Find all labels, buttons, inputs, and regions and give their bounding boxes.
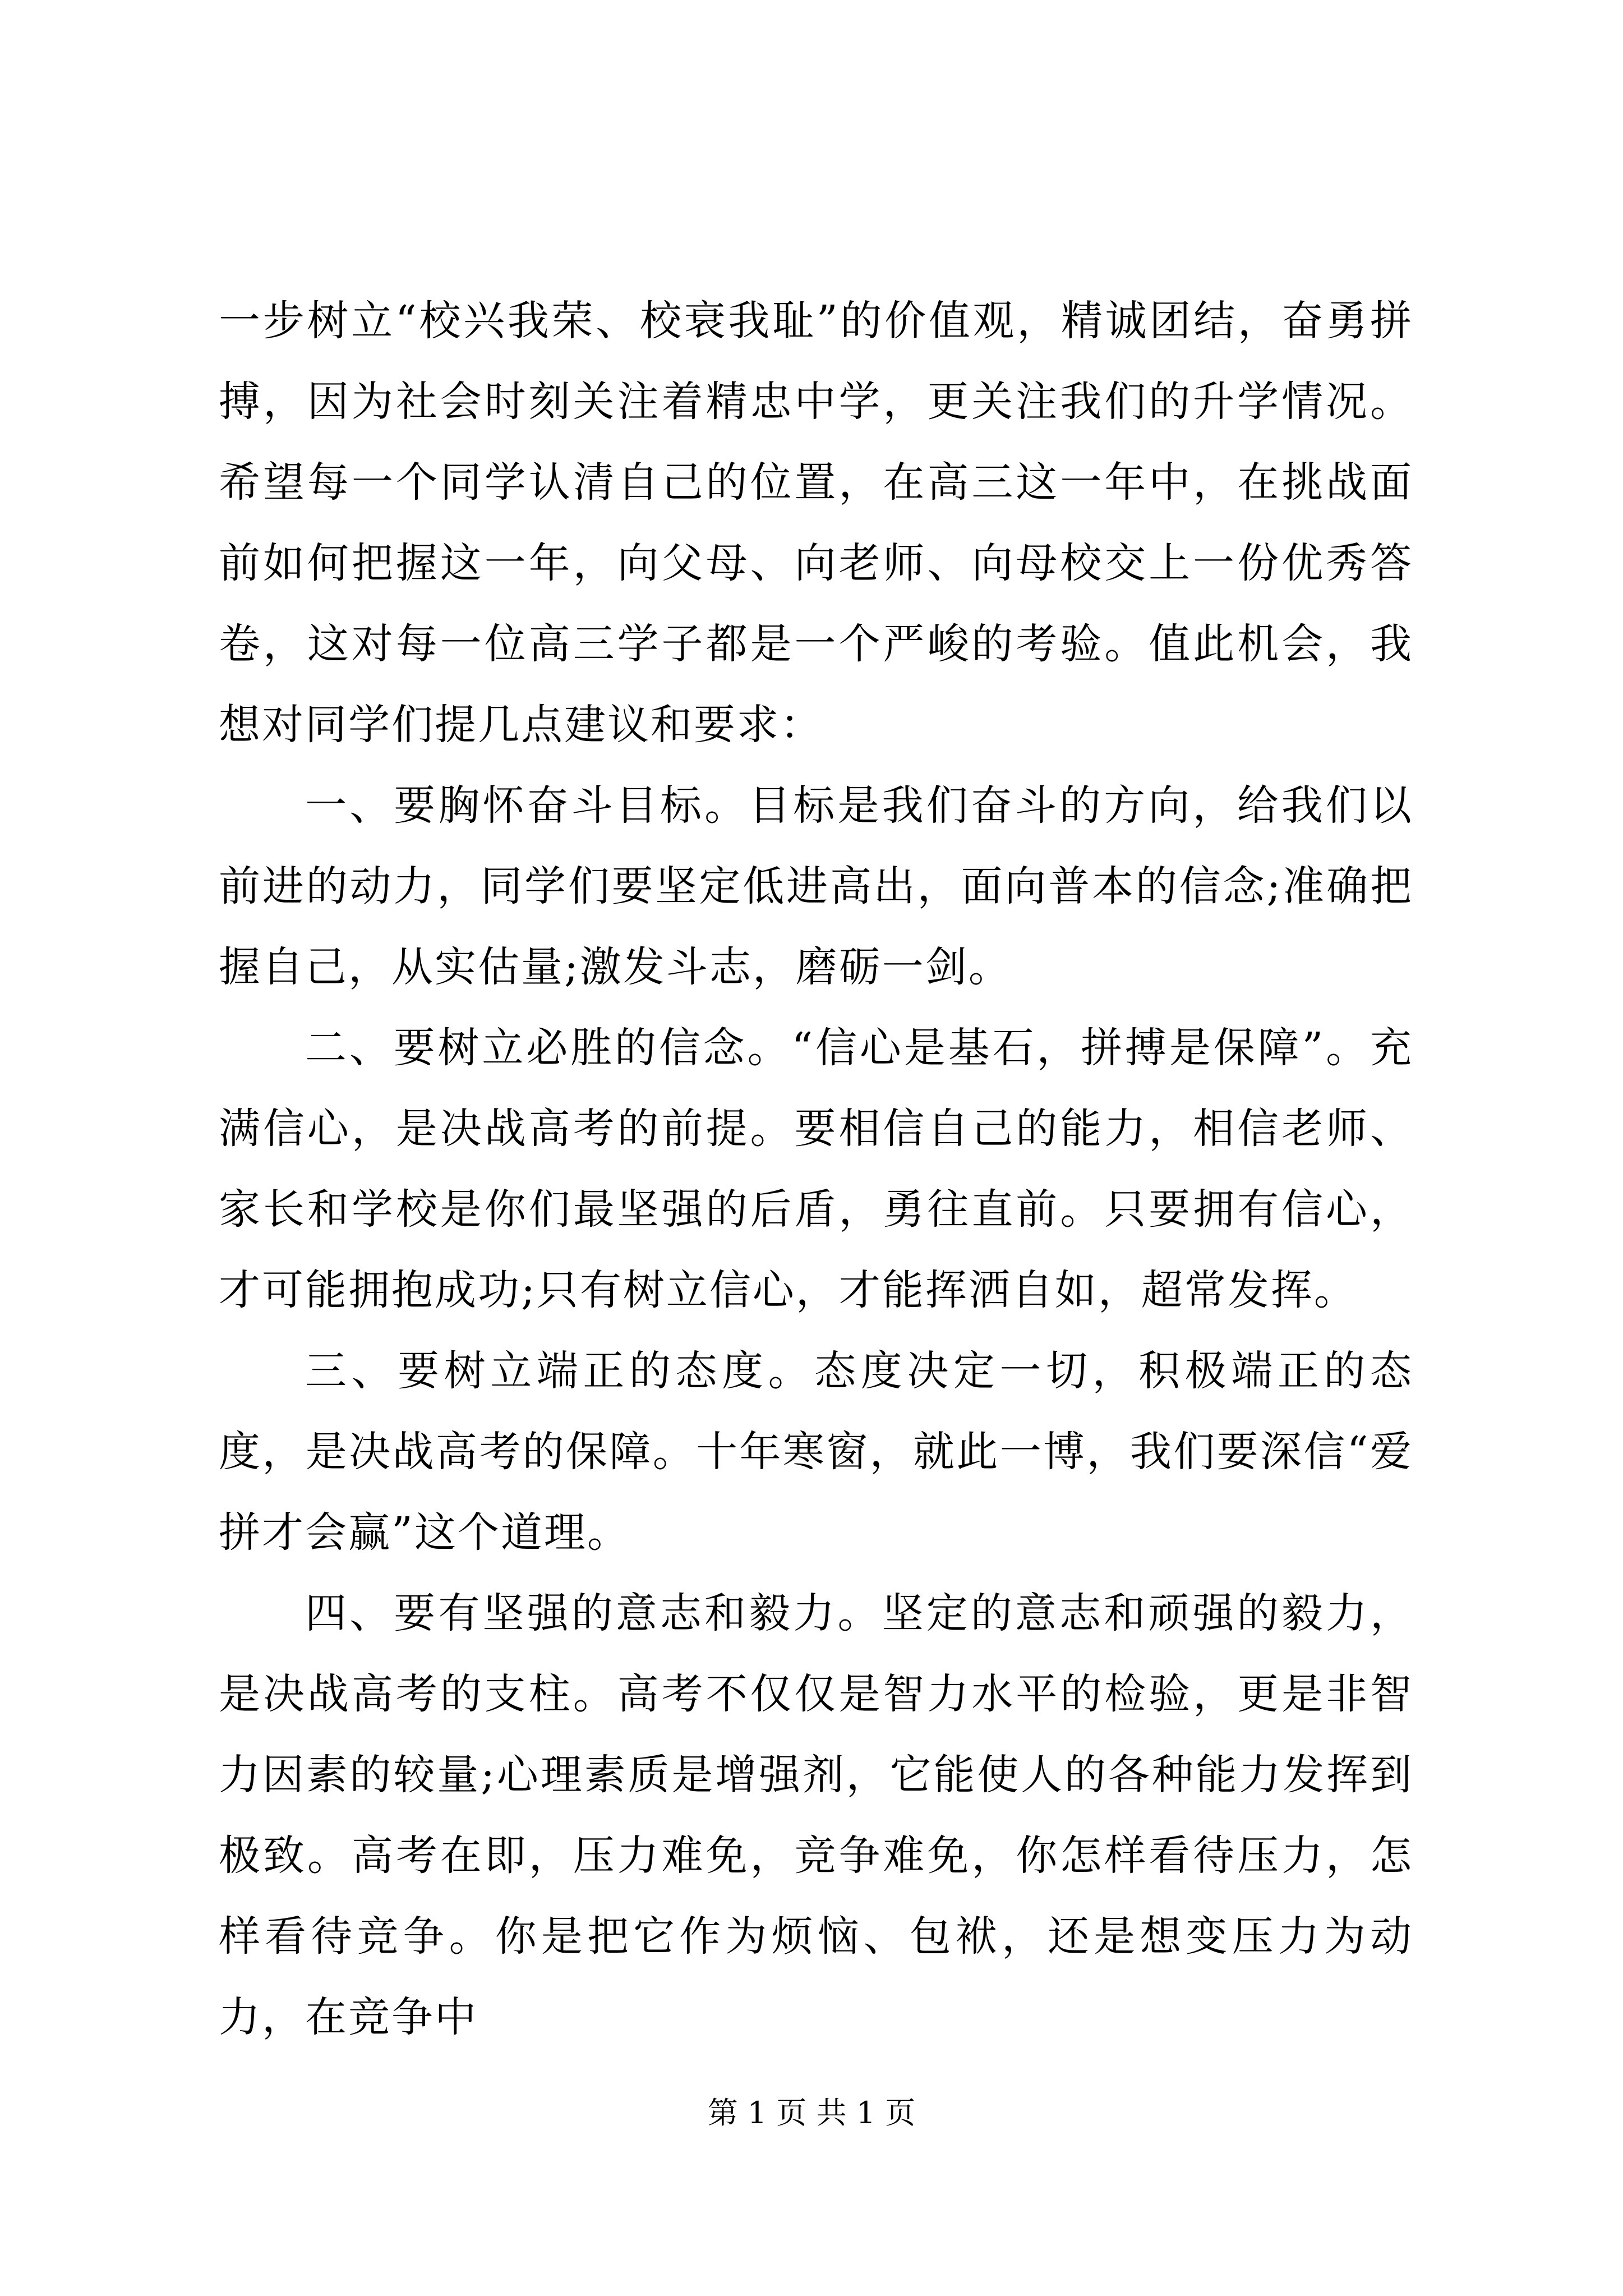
paragraph-intro: 一步树立“校兴我荣、校衰我耻”的价值观，精诚团结，奋勇拼搏，因为社会时刻关注着精忠中学，更关注我们的升学情况。希望每一个同学认清自己的位置，在高三这一年中，在挑战面前如何把握这一年，向父母、向老师、向母校交上一份优秀答卷，这对每一位高三学子都是一个严峻的考验。值此机会，我想对同学们提几点建议和要求：: [219, 297, 1413, 749]
paragraph-point-1: 一、要胸怀奋斗目标。目标是我们奋斗的方向，给我们以前进的动力，同学们要坚定低进高出，面向普本的信念;准确把握自己，从实估量;激发斗志，磨砺一剑。: [219, 781, 1413, 991]
document-body: [219, 280, 1413, 2058]
page-number-label: 第 1 页 共 1 页: [707, 2095, 916, 2131]
paragraph-point-2: 二、要树立必胜的信念。“信心是基石，拼搏是保障”。充满信心，是决战高考的前提。要相信自己的能力，相信老师、家长和学校是你们最坚强的后盾，勇往直前。只要拥有信心，才可能拥抱成功;只有树立信心，才能挥洒自如，超常发挥。: [219, 1024, 1413, 1314]
page-footer: [0, 2093, 1623, 2133]
paragraph-point-3: 三、要树立端正的态度。态度决定一切，积极端正的态度，是决战高考的保障。十年寒窗，就此一博，我们要深信“爱拼才会赢”这个道理。: [219, 1347, 1413, 1557]
paragraph-point-4: 四、要有坚强的意志和毅力。坚定的意志和顽强的毅力，是决战高考的支柱。高考不仅仅是智力水平的检验，更是非智力因素的较量;心理素质是增强剂，它能使人的各种能力发挥到极致。高考在即，压力难免，竞争难免，你怎样看待压力，怎样看待竞争。你是把它作为烦恼、包袱，还是想变压力为动力，在竞争中: [219, 1589, 1413, 2041]
